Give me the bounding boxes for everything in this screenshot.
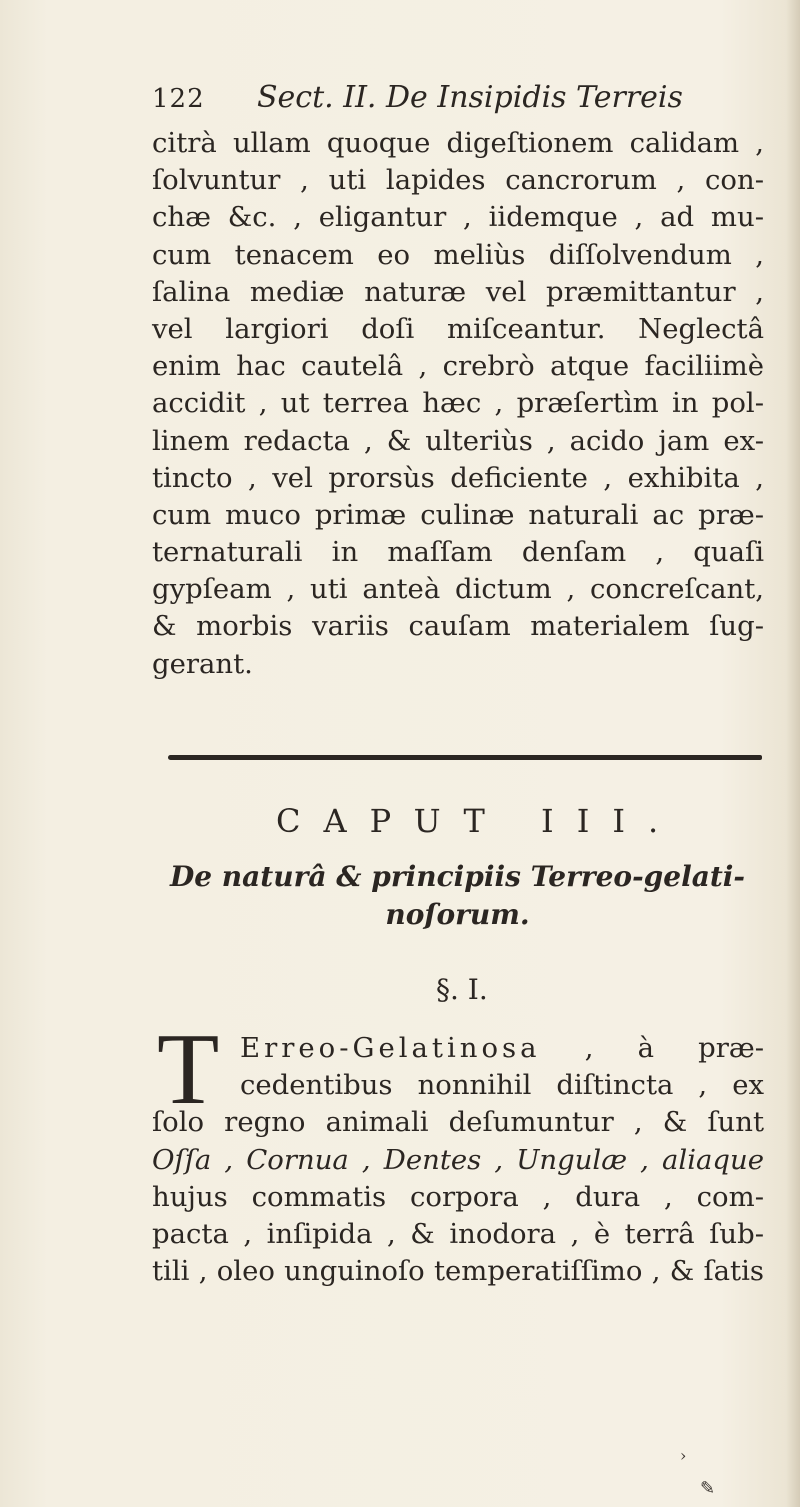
text-line: enim hac cautelâ , crebrò atque faciliimè [152, 350, 764, 383]
subtitle-line: De naturâ & principiis Terreo-gelati- [169, 860, 746, 893]
text-line: tincto , vel prorsùs deficiente , exhibita , [152, 461, 764, 494]
text-line: gerant. [152, 647, 253, 680]
text-fragment: , à præ- [584, 1032, 764, 1064]
section-text [152, 125, 764, 683]
text-line: accidit , ut terrea hæc , præſertìm in pol- [152, 387, 764, 420]
ink-mark: ✎ [700, 1478, 716, 1499]
drop-cap: T [157, 1013, 220, 1126]
text-line: tili , oleo unguinoſo temperatiſſimo , & ſatis [152, 1255, 764, 1288]
chapter-subtitle [150, 858, 765, 934]
text-line: cum tenacem eo meliùs diſſolvendum , [152, 238, 764, 271]
running-title: Sect. II. De Insipidis Terreis [257, 80, 683, 115]
text-line: cedentibus nonnihil diſtincta , ex [240, 1069, 764, 1102]
text-line [152, 1030, 764, 1067]
text-line: citrà ullam quoque digeſtionem calidam , [152, 127, 764, 159]
section-mark: §. I. [436, 973, 488, 1006]
text-line: chæ &c. , eligantur , iidemque , ad mu- [152, 201, 764, 234]
text-line: ſolvuntur , uti lapides cancrorum , con- [152, 164, 764, 197]
text-line: linem redacta , & ulteriùs , acido jam ex- [152, 424, 764, 457]
chapter-body [152, 1030, 764, 1290]
subtitle-line: noſorum. [385, 898, 530, 931]
small-caps-word: Erreo-Gelatinosa [240, 1032, 541, 1064]
text-line: & morbis variis cauſam materialem ſug- [152, 610, 764, 643]
text-line: ternaturali in maſſam denſam , quaſi [152, 536, 764, 569]
running-header [152, 78, 712, 122]
chapter-heading: CAPUT III. [276, 802, 682, 840]
text-line: pacta , inſipida , & inodora , è terrâ ſub- [152, 1217, 764, 1250]
ink-mark: › [680, 1446, 687, 1465]
page-number: 122 [152, 84, 205, 114]
text-line: Oſſa , Cornua , Dentes , Ungulæ , aliaque [152, 1143, 764, 1176]
text-line: ſolo regno animali deſumuntur , & ſunt [152, 1106, 764, 1139]
text-line: ſalina mediæ naturæ vel præmittantur , [152, 275, 764, 308]
text-line: gypſeam , uti anteà dictum , concreſcant, [152, 573, 764, 606]
text-line: vel largiori doſi miſceantur. Neglectâ [152, 312, 764, 345]
text-line: cum muco primæ culinæ naturali ac præ- [152, 498, 764, 531]
text-line: hujus commatis corpora , dura , com- [152, 1180, 764, 1213]
page-edge-shadow [786, 0, 800, 1507]
chapter-rule [172, 755, 762, 760]
